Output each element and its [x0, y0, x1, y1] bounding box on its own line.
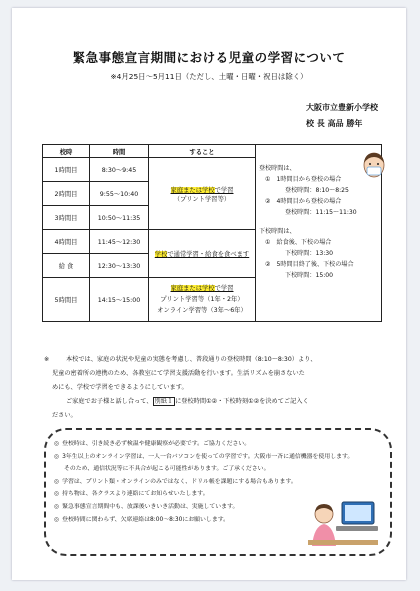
- list-item-continuation: [54, 463, 384, 476]
- document-page: [12, 8, 406, 580]
- time-cell: 8:30～9:45: [90, 158, 149, 182]
- list-item-text: 学習は、プリント類・オンラインのみではなく、ドリル帳を課題にする場合もあります。: [62, 478, 297, 485]
- leave-option-2-time: 下校時間：15:00: [285, 272, 334, 279]
- list-item-text: 持ち物は、各クラスより連絡にてお知らせいたします。: [62, 491, 209, 498]
- activity-c-highlight: 家庭または学校: [170, 285, 215, 292]
- notice-paragraph: [44, 353, 382, 423]
- attend-option-2: ② 4時間目から登校の場合: [265, 198, 342, 205]
- header-time: 時間: [90, 145, 149, 158]
- activity-b-text: で通常学習・給食を食べます: [167, 251, 250, 258]
- header-period: 校時: [43, 145, 90, 158]
- period-cell: 3時間目: [43, 206, 90, 230]
- period-cell: 給 食: [43, 254, 90, 278]
- list-item: [54, 476, 384, 489]
- bullet-icon: ◎: [54, 453, 60, 460]
- period-cell: 4時間目: [43, 230, 90, 254]
- list-item-text: 緊急事態宣言期間中も、放課後いきいき活動は、実施しています。: [62, 503, 239, 510]
- bullet-icon: ◎: [54, 516, 60, 523]
- activity-a-highlight: 家庭または学校: [170, 186, 215, 194]
- school-signature: [306, 102, 378, 134]
- leave-option-2: ② 5時間目終了後、下校の場合: [265, 261, 354, 268]
- page-subtitle: ※4月25日～5月11日（ただし、土曜・日曜・祝日は除く）: [110, 72, 308, 81]
- bullet-icon: ◎: [54, 491, 60, 498]
- period-cell: 2時間目: [43, 182, 90, 206]
- activity-c-line2: プリント学習等（1年・2年）: [160, 296, 244, 303]
- note-line-3: めにも、学校で学習をできるようにしています。: [52, 384, 188, 391]
- note-line-4-post: に登校時間①②・下校時刻①②を決めてご記入く: [175, 398, 309, 405]
- note-line-4: [52, 395, 382, 409]
- attend-title: 登校時間は、: [259, 165, 296, 172]
- list-item-text: 登校時は、引き続き必ず検温や健康観察が必要です。ご協力ください。: [62, 441, 251, 447]
- activity-home-or-school: [149, 158, 256, 230]
- list-item: [54, 451, 384, 464]
- principal-name: 校 長 高品 勝年: [306, 119, 363, 128]
- activity-c-text: で学習: [214, 285, 234, 292]
- school-name: 大阪市立豊新小学校: [306, 103, 378, 112]
- leave-option-1-time: 下校時間：13:30: [285, 250, 334, 257]
- time-cell: 11:45～12:30: [90, 230, 149, 254]
- list-item-text: 3年生以上のオンライン学習は、一人一台パソコンを使っての学習です。大阪市一斉に通信機器を使用します。: [62, 453, 354, 460]
- list-item: [54, 438, 384, 451]
- activity-b-highlight: 学校: [154, 251, 168, 258]
- header-activity: すること: [149, 145, 256, 158]
- bullet-icon: ◎: [54, 478, 60, 485]
- information-box: [44, 428, 392, 556]
- list-item-text: 登校時間に関わらず、欠席連絡は8:00～8:30にお願いします。: [62, 516, 230, 523]
- time-cell: 10:50～11:35: [90, 206, 149, 230]
- list-item: [54, 488, 304, 501]
- leave-option-1: ① 給食後、下校の場合: [265, 239, 332, 246]
- attachment-reference: 別紙１: [154, 398, 174, 405]
- activity-a-line2: （プリント学習等）: [173, 195, 231, 203]
- bullet-icon: ◎: [54, 503, 60, 510]
- activity-home-or-school-online: [149, 278, 256, 322]
- activity-a-text: で学習: [214, 186, 234, 194]
- time-cell: 12:30～13:30: [90, 254, 149, 278]
- note-line-2: 児童の密着所の連携のため、各教室にて学習支援活動を行います。生活リズムを崩さないた: [52, 370, 305, 377]
- note-line-1: 本校では、家庭の状況や児童の実態を考慮し、普段通りの登校時間（8:10～8:30）より、: [66, 356, 317, 363]
- bullet-icon: ◎: [54, 441, 60, 447]
- note-line-4-pre: ご家庭でお子様と話し合って、: [66, 398, 153, 405]
- activity-school: [149, 230, 256, 278]
- period-cell: 1時間目: [43, 158, 90, 182]
- table-header-row: [43, 145, 382, 158]
- attend-option-1-time: 登校時間：8:10～8:25: [285, 187, 349, 194]
- masked-child-icon: [362, 151, 386, 179]
- child-at-computer-illustration: [306, 496, 380, 548]
- leave-title: 下校時間は、: [259, 228, 296, 235]
- list-item-text: そのため、通信状況等に不具合が起こる可能性があります。ご了承ください。: [64, 466, 270, 473]
- period-cell: 5時間目: [43, 278, 90, 322]
- page-title: 緊急事態宣言期間における児童の学習について: [72, 50, 346, 65]
- time-cell: 14:15～15:00: [90, 278, 149, 322]
- schedule-table: [42, 144, 382, 322]
- note-mark: ※: [44, 356, 50, 363]
- list-item: [54, 514, 304, 527]
- list-item: [54, 501, 304, 514]
- time-cell: 9:55～10:40: [90, 182, 149, 206]
- note-line-5: ださい。: [52, 412, 77, 419]
- activity-c-line3: オンライン学習等（3年～6年）: [157, 307, 247, 314]
- attend-option-2-time: 登校時間：11:15～11:30: [285, 209, 357, 216]
- attend-option-1: ① 1時間目から登校の場合: [265, 176, 342, 183]
